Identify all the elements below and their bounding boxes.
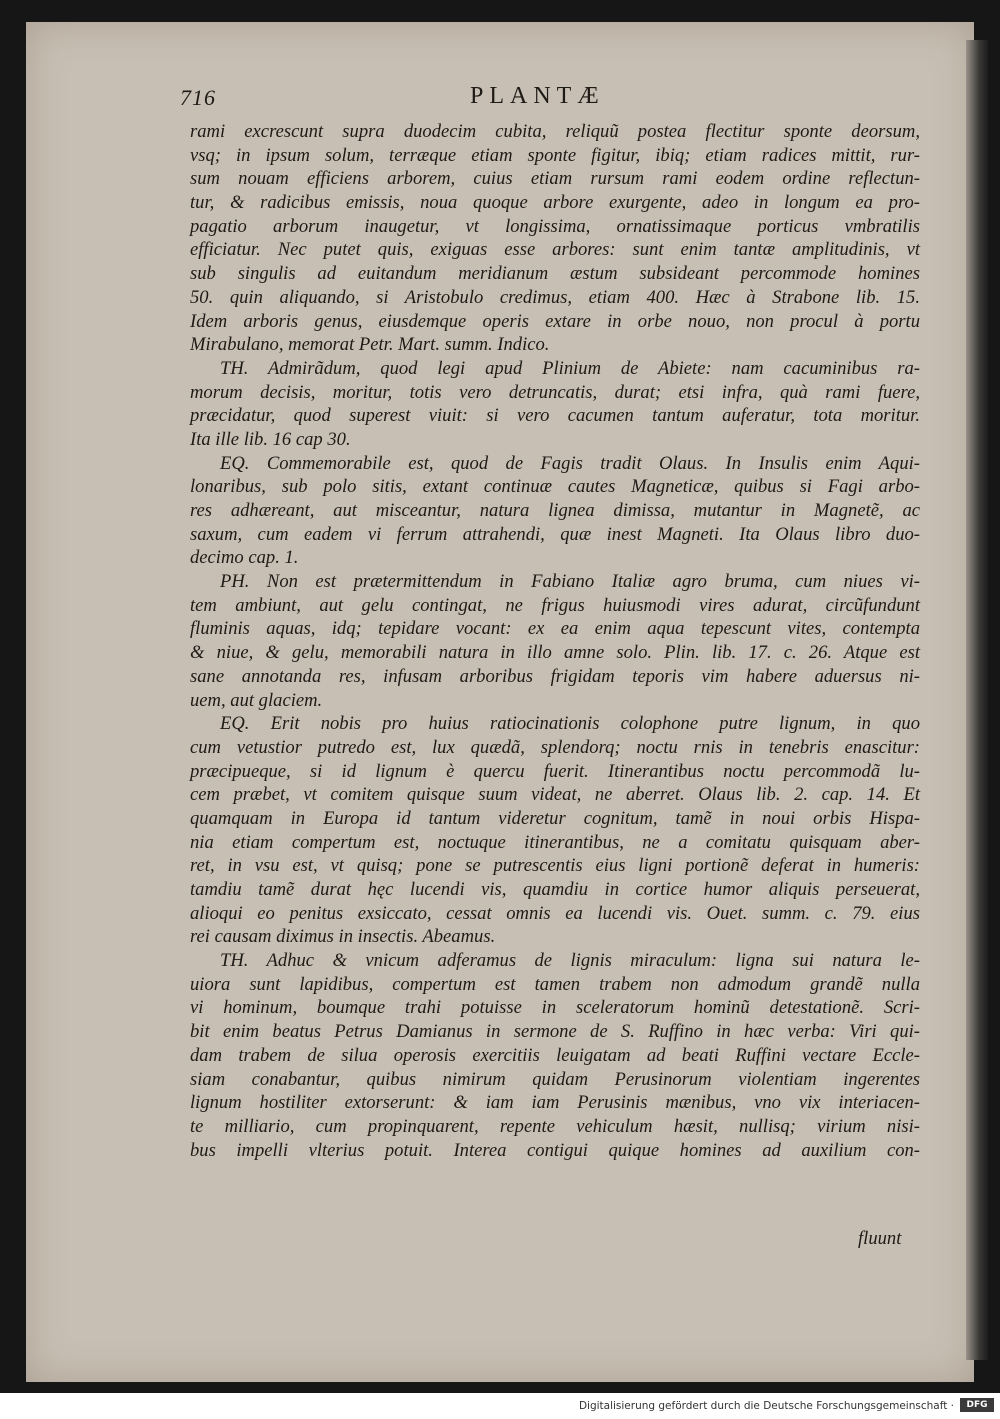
text-line: rami excrescunt supra duodecim cubita, reliquũ postea flectitur sponte deorsum,	[190, 121, 920, 142]
text-line: te milliario, cum propinquarent, repente vehiculum hæsit, nullisq; virium nisi-	[190, 1115, 920, 1137]
text-line: 50. quin aliquando, si Aristobulo credimus, etiam 400. Hæc à Strabone lib. 15.	[190, 286, 920, 308]
text-line: EQ. Commemorabile est, quod de Fagis tradit Olaus. In Insulis enim Aqui-	[220, 452, 920, 474]
text-line: lonaribus, sub polo sitis, extant continuæ cautes Magneticæ, quibus si Fagi arbo-	[190, 476, 920, 498]
text-line: tur, & radicibus emissis, noua quoque arbore exurgente, adeo in longum ea pro-	[190, 192, 920, 214]
text-line: rei causam diximus in insectis. Abeamus.	[190, 926, 496, 948]
text-line: tamdiu tamẽ durat hęc lucendi vis, quamdiu in cortice humor aliquis perseuerat,	[190, 879, 920, 900]
text-line: TH. Adhuc & vnicum adferamus de lignis miraculum: ligna sui natura le-	[220, 950, 920, 972]
body-text	[190, 120, 920, 1162]
dfg-logo: DFG	[960, 1398, 994, 1412]
text-line: sane annotanda res, infusam arboribus frigidam teporis vim habere aduersus ni-	[190, 665, 920, 687]
text-line: cum vetustior putredo est, lux quædã, splendorq; noctu rnis in tenebris enascitur:	[190, 736, 920, 758]
page-edge-shadow	[966, 40, 988, 1360]
text-line: uem, aut glaciem.	[190, 689, 323, 711]
text-line: tem ambiunt, aut gelu contingat, ne frigus huiusmodi vires adurat, circũfundunt	[190, 594, 920, 616]
running-head: PLANTÆ	[470, 83, 605, 109]
text-line: sum nouam efficiens arborem, cuius etiam rursum rami eodem ordine reflectun-	[190, 168, 920, 190]
text-line: res adhæreant, aut misceantur, natura lignea dimissa, mutantur in Magnetẽ, ac	[190, 500, 920, 521]
page-header	[180, 85, 920, 115]
text-line: alioqui eo penitus exsiccato, cessat omnis ea lucendi vis. Ouet. summ. c. 79. eius	[190, 902, 920, 924]
text-line: TH. Admirãdum, quod legi apud Plinium de Abiete: nam cacuminibus ra-	[220, 357, 920, 379]
text-line: decimo cap. 1.	[190, 547, 299, 569]
footer-bar	[0, 1393, 1000, 1419]
text-line: quamquam in Europa id tantum videretur cognitum, tamẽ in noui orbis Hispa-	[190, 807, 920, 829]
text-line: Ita ille lib. 16 cap 30.	[190, 428, 351, 450]
text-line: vi hominum, boumque trahi potuisse in sceleratorum hominũ detestationẽ. Scri-	[190, 997, 920, 1019]
text-line: bit enim beatus Petrus Damianus in sermone de S. Ruffino in hæc verba: Viri qui-	[190, 1021, 920, 1043]
text-line: PH. Non est prætermittendum in Fabiano Italiæ agro bruma, cum niues vi-	[220, 571, 920, 593]
text-line: morum decisis, moritur, totis vero detruncatis, durat; etsi infra, quà rami fuere,	[190, 381, 920, 403]
text-line: uiora sunt lapidibus, compertum est tamen trabem non admodum grandẽ nulla	[190, 973, 920, 995]
text-line: & niue, & gelu, memorabili natura in illo amne solo. Plin. lib. 17. c. 26. Atque est	[190, 642, 920, 664]
text-line: sub singulis ad euitandum meridianum æstum subsideant percommode homines	[190, 263, 920, 285]
text-line: pagatio arborum inaugetur, vt longissima, ornatissimaque porticus vmbratilis	[190, 215, 920, 237]
text-line: Idem arboris genus, eiusdemque operis extare in orbe nouo, non procul à portu	[190, 310, 920, 332]
text-line: efficiatur. Nec putet quis, exiguas esse arbores: sunt enim tantæ amplitudinis, vt	[190, 239, 920, 261]
text-line: saxum, cum eadem vi ferrum attrahendi, quæ inest Magneti. Ita Olaus libro duo-	[190, 523, 920, 545]
digitization-credit: Digitalisierung gefördert durch die Deutsche Forschungsgemeinschaft ·	[578, 1400, 954, 1412]
catchword: fluunt	[858, 1228, 902, 1249]
text-line: EQ. Erit nobis pro huius ratiocinationis colophone putre lignum, in quo	[220, 713, 920, 735]
text-line: nia etiam compertum est, noctuque itinerantibus, ne a comitatu quisquam aber-	[190, 831, 920, 853]
text-line: siam conabantur, quibus nimirum quidam Perusinorum violentiam ingerentes	[190, 1068, 920, 1090]
page-number: 716	[180, 85, 216, 110]
text-line: cem præbet, vt comitem quisque suum videat, ne aberret. Olaus lib. 2. cap. 14. Et	[190, 784, 920, 806]
text-line: dam trabem de silua operosis exercitiis leuigatam ad beati Ruffini vectare Eccle-	[190, 1044, 920, 1066]
text-line: fluminis aquas, idq; tepidare vocant: ex ea enim aqua tepescunt vites, contempta	[190, 618, 920, 640]
text-line: bus impelli vlterius potuit. Interea contigui quique homines ad auxilium con-	[190, 1139, 920, 1161]
text-line: vsq; in ipsum solum, terræque etiam sponte figitur, ibiq; etiam radices mittit, rur-	[190, 144, 920, 166]
text-line: Mirabulano, memorat Petr. Mart. summ. Indico.	[190, 334, 550, 356]
text-line: præcidatur, quod superest viuit: si vero cacumen tantum auferatur, tota moritur.	[190, 405, 920, 427]
text-line: præcipueque, si id lignum è quercu fuerit. Itinerantibus noctu percommodã lu-	[190, 760, 920, 782]
text-line: lignum hostiliter extorserunt: & iam iam Perusinis mænibus, vno vix interiacen-	[190, 1092, 920, 1114]
text-line: ret, in vsu est, vt quisq; pone se putrescentis eius ligni portionẽ deferat in humeris:	[190, 855, 920, 877]
